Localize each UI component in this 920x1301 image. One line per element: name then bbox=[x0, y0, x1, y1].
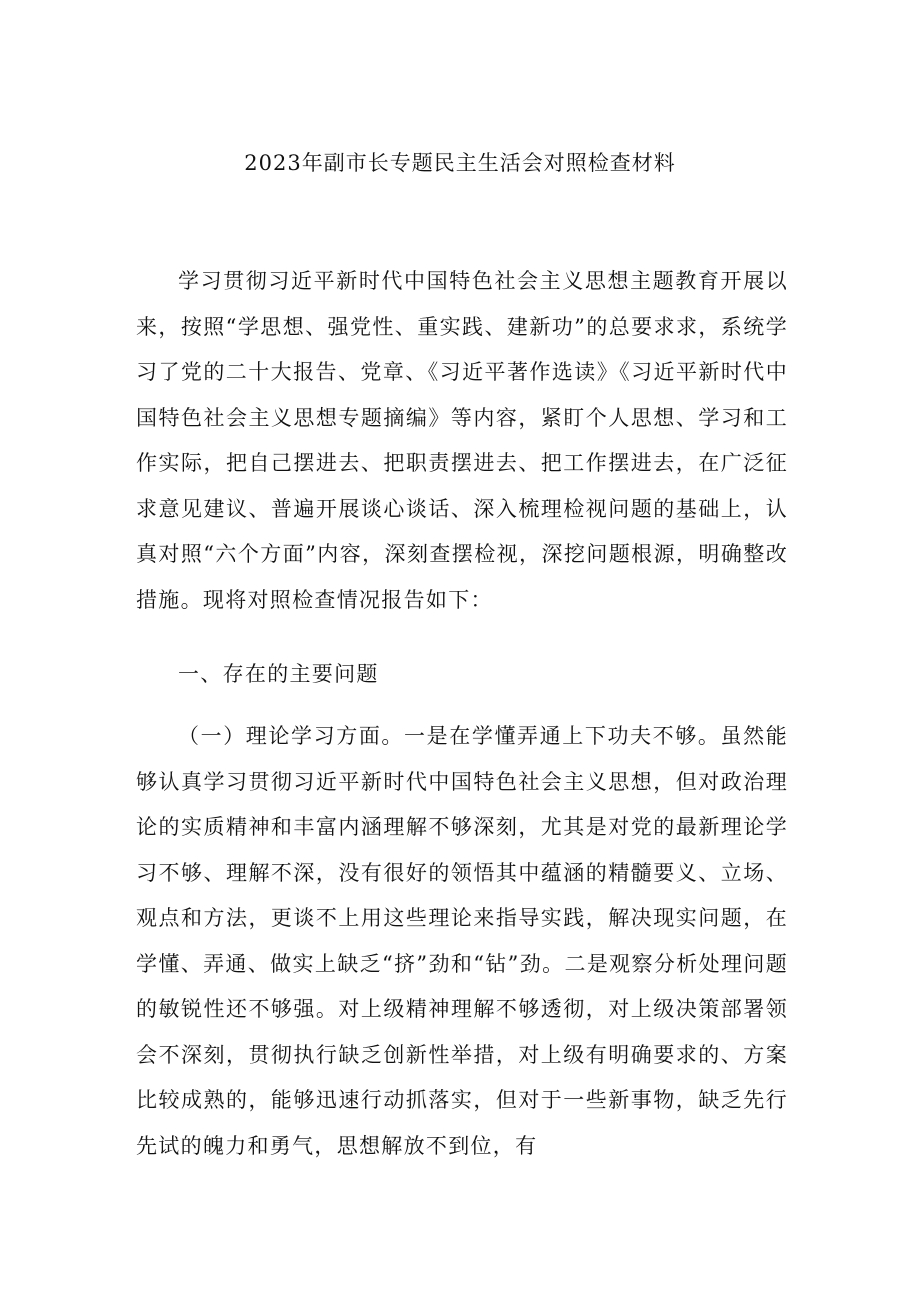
section-paragraph: （一）理论学习方面。一是在学懂弄通上下功夫不够。虽然能够认真学习贯彻习近平新时代中国特色社会主义思想，但对政治理论的实质精神和丰富内涵理解不够深刻，尤其是对党的最新理论学习不够、理解不深，没有很好的领悟其中蕴涵的精髓要义、立场、观点和方法，更谈不上用这些理论来指导实践，解决现实问题，在学懂、弄通、做实上缺乏“挤”劲和“钻”劲。二是观察分析处理问题的敏锐性还不够强。对上级精神理解不够透彻，对上级决策部署领会不深刻，贯彻执行缺乏创新性举措，对上级有明确要求的、方案比较成熟的，能够迅速行动抓落实，但对于一些新事物，缺乏先行先试的魄力和勇气，思想解放不到位，有 bbox=[136, 724, 788, 1158]
section-heading: 一、存在的主要问题 bbox=[178, 662, 379, 686]
document-title: 2023年副市长专题民主生活会对照检查材料 bbox=[244, 151, 676, 175]
intro-paragraph: 学习贯彻习近平新时代中国特色社会主义思想主题教育开展以来，按照“学思想、强党性、重实践、建新功”的总要求求，系统学习了党的二十大报告、党章、《习近平著作选读》《习近平新时代中国特色社会主义思想专题摘编》等内容，紧盯个人思想、学习和工作实际，把自己摆进去、把职责摆进去、把工作摆进去，在广泛征求意见建议、普遍开展谈心谈话、深入梳理检视问题的基础上，认真对照“六个方面”内容，深刻查摆检视，深挖问题根源，明确整改措施。现将对照检查情况报告如下： bbox=[136, 269, 788, 612]
